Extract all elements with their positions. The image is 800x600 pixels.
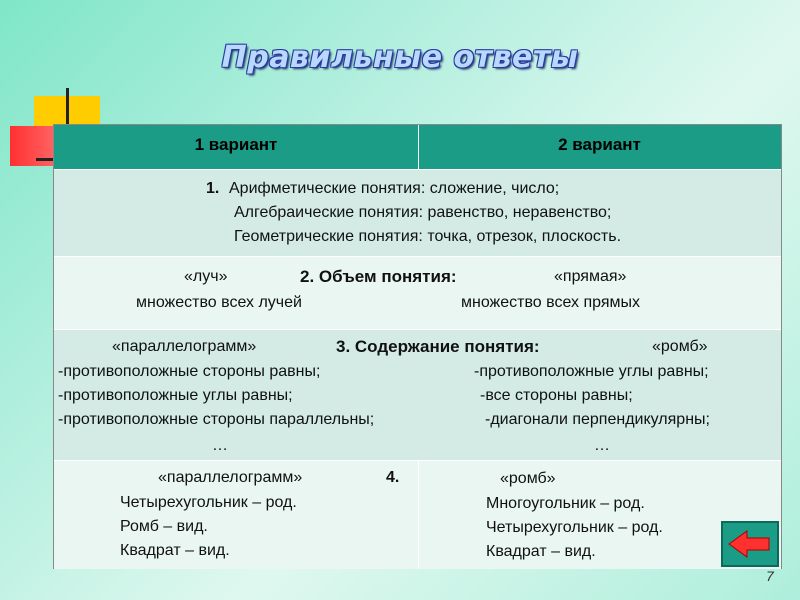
row3-right-line: -все стороны равны; [480, 387, 633, 404]
row3-heading: 3. Содержание понятия: [336, 337, 540, 356]
row4-left-term: «параллелограмм» [158, 469, 303, 486]
row4-left-line: Ромб – вид. [120, 518, 208, 535]
row4-number: 4. [386, 469, 400, 486]
answers-table [53, 124, 782, 569]
slide-title: Правильные ответы [221, 40, 579, 75]
row4-right-term: «ромб» [500, 470, 556, 487]
row3-right-ellipsis: … [594, 437, 610, 454]
row3-right-term: «ромб» [652, 338, 708, 355]
row2-right-term: «прямая» [554, 268, 627, 285]
row3-left-line: -противоположные стороны равны; [58, 363, 321, 380]
row4-right-line: Многоугольник – род. [486, 495, 645, 512]
row1-line2: Алгебраические понятия: равенство, неравенство; [234, 204, 612, 221]
row1-number: 1. [206, 180, 220, 197]
row4-divider [418, 461, 419, 569]
back-arrow-icon [723, 523, 777, 565]
row2-left-term: «луч» [184, 268, 228, 285]
row2-right-desc: множество всех прямых [461, 294, 641, 311]
table-row [54, 460, 781, 569]
header-variant-1: 1 вариант [54, 125, 419, 169]
table-row [54, 169, 781, 257]
table-header [54, 125, 781, 169]
back-button[interactable] [721, 521, 779, 567]
page-number: 7 [766, 568, 774, 584]
row4-right-line: Четырехугольник – род. [486, 519, 663, 536]
table-row [54, 329, 781, 461]
row2-heading: 2. Объем понятия: [300, 267, 457, 286]
row4-right-line: Квадрат – вид. [486, 543, 596, 560]
row3-left-line: -противоположные углы равны; [58, 387, 293, 404]
row3-left-term: «параллелограмм» [112, 338, 257, 355]
row3-left-ellipsis: … [212, 437, 228, 454]
row1-line3: Геометрические понятия: точка, отрезок, плоскость. [234, 228, 622, 245]
row3-left-line: -противоположные стороны параллельны; [58, 411, 375, 428]
row1-line1: Арифметические понятия: сложение, число; [229, 180, 560, 197]
table-row [54, 256, 781, 330]
row3-right-line: -противоположные углы равны; [474, 363, 709, 380]
row3-right-line: -диагонали перпендикулярны; [485, 411, 710, 428]
header-variant-2: 2 вариант [558, 135, 641, 154]
row4-left-line: Четырехугольник – род. [120, 494, 297, 511]
row2-left-desc: множество всех лучей [136, 294, 302, 311]
row4-left-line: Квадрат – вид. [120, 542, 230, 559]
